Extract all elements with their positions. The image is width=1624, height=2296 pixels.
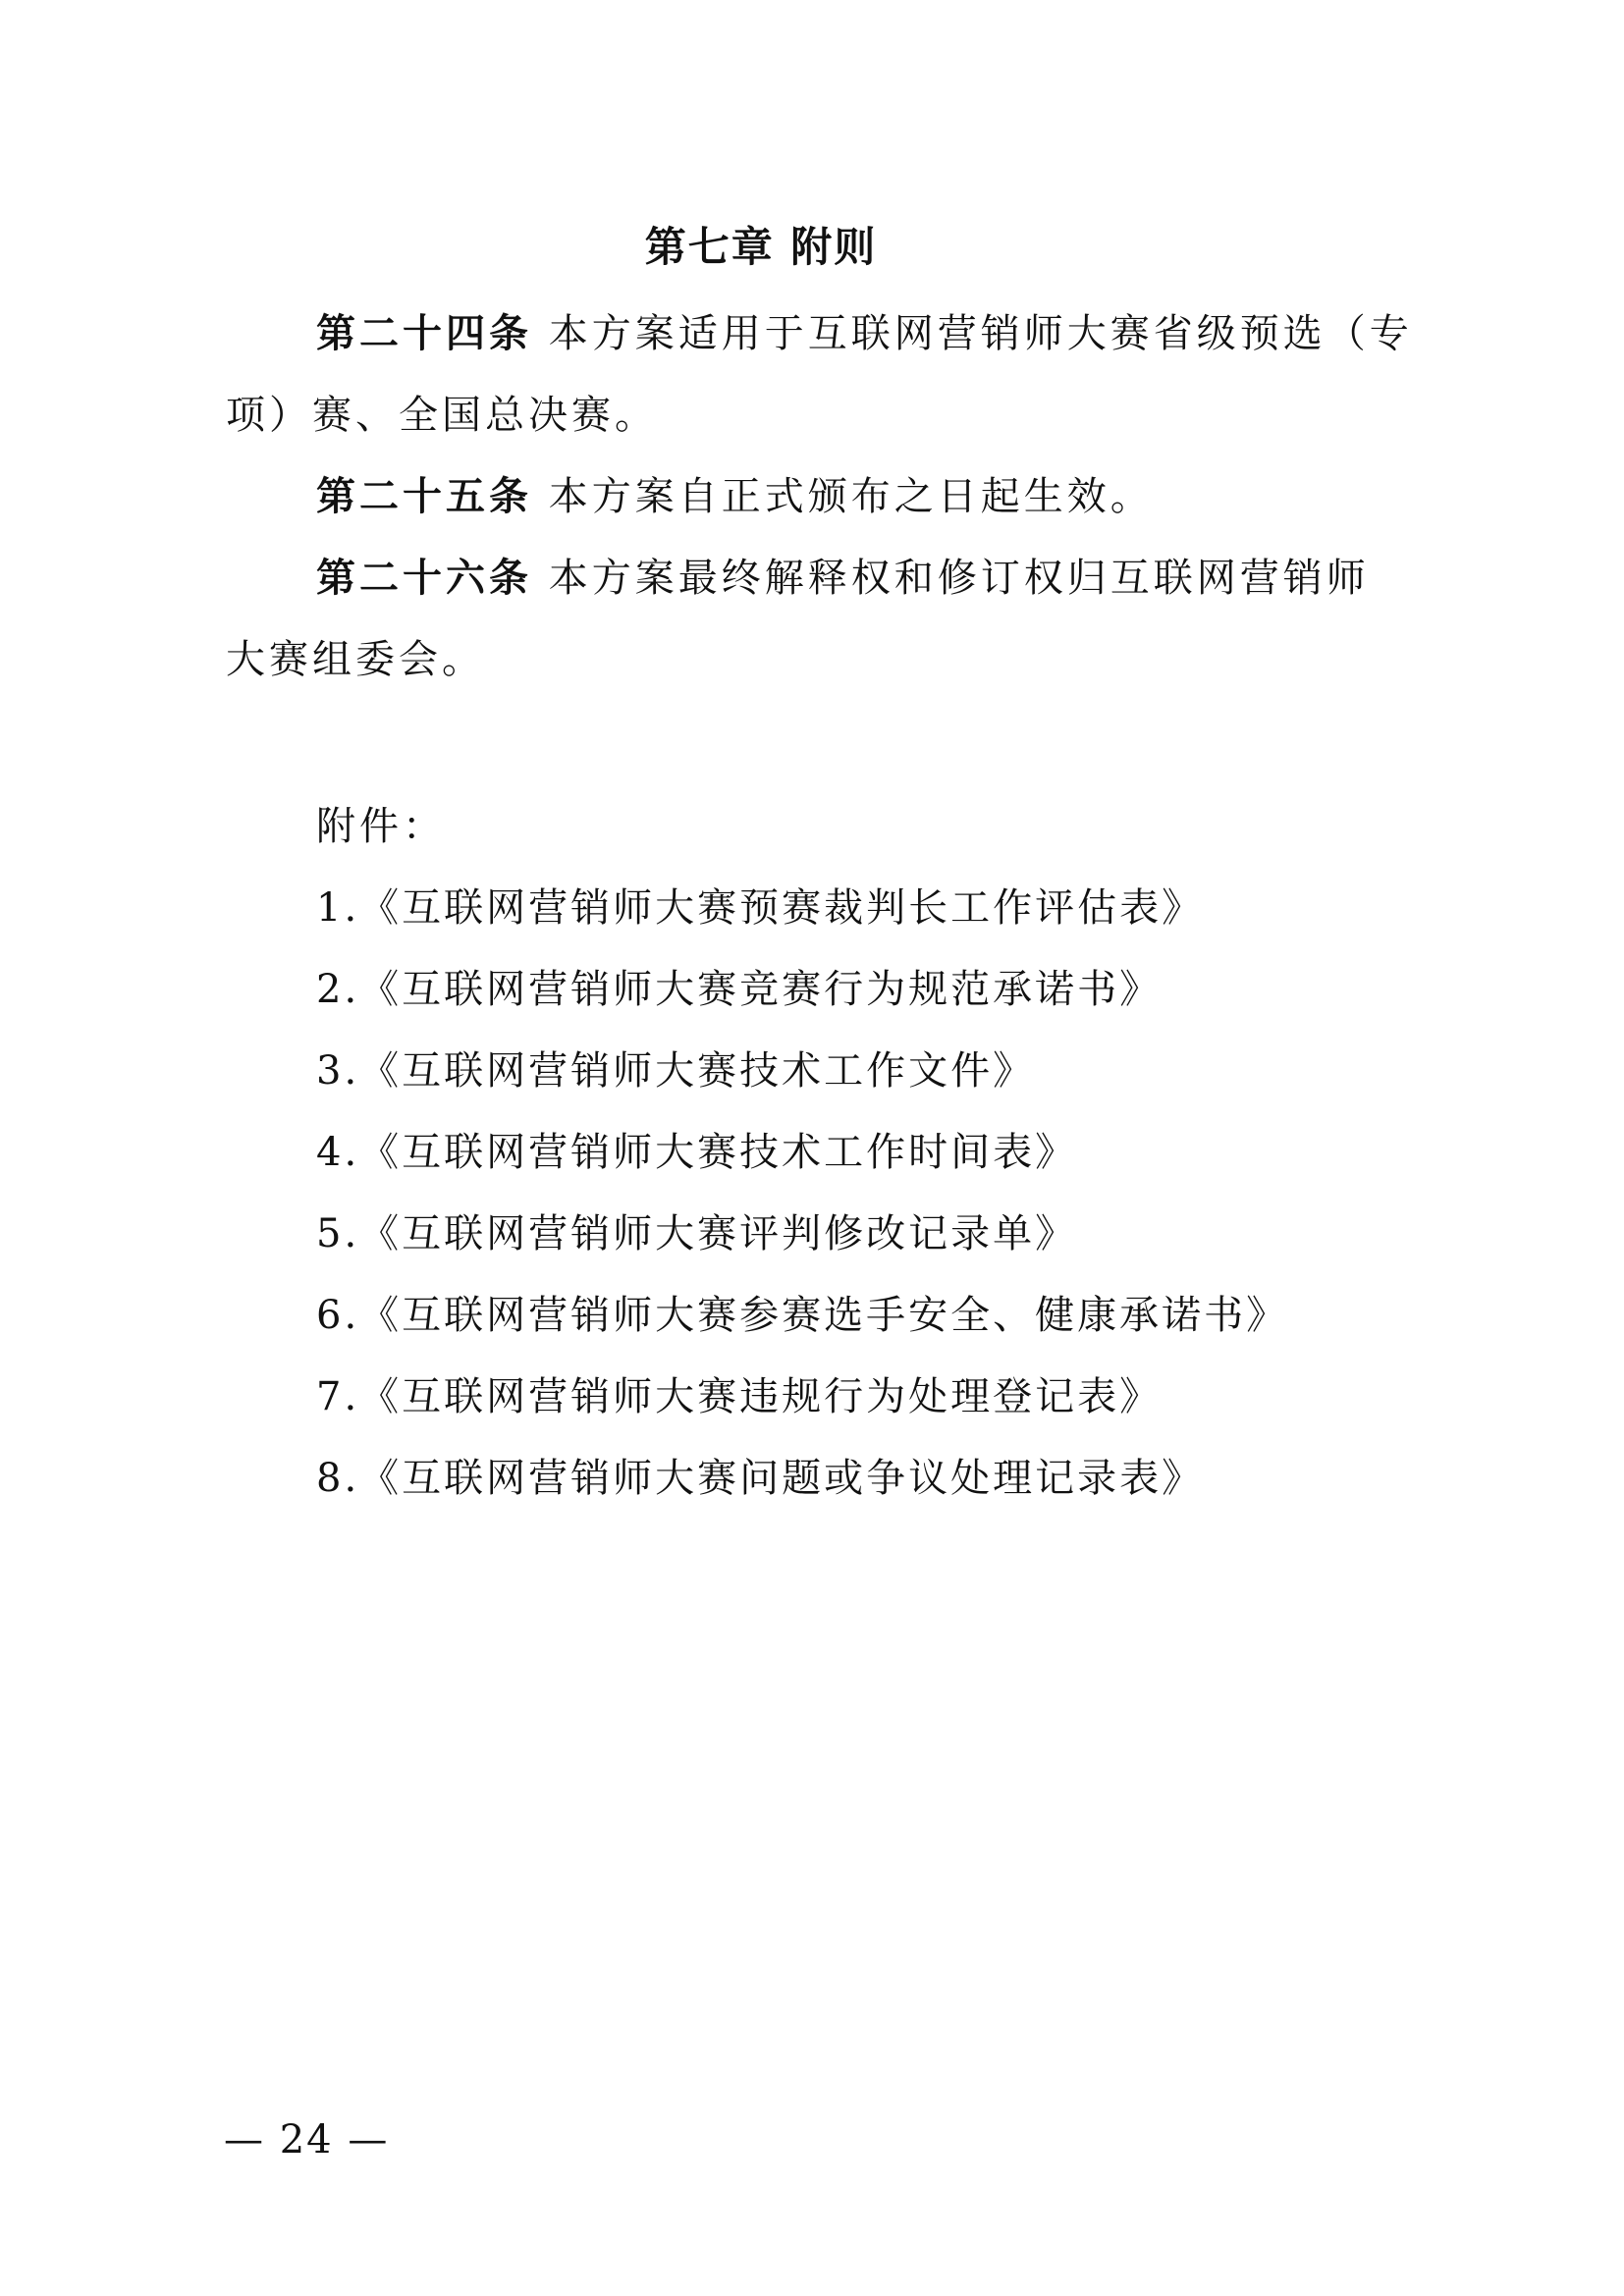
article-24-continuation: 项）赛、全国总决赛。 <box>226 393 658 438</box>
attachment-item: 3.《互联网营销师大赛技术工作文件》 <box>316 1048 1036 1094</box>
attachments-label: 附件： <box>316 804 446 849</box>
attachment-item: 5.《互联网营销师大赛评判修改记录单》 <box>316 1211 1078 1256</box>
attachment-item: 8.《互联网营销师大赛问题或争议处理记录表》 <box>316 1456 1205 1501</box>
article-24 <box>316 304 1416 363</box>
attachments-list <box>316 879 1288 1530</box>
article-25 <box>316 467 1416 526</box>
article-26 <box>316 549 1416 608</box>
article-text: 本方案自正式颁布之日起生效。 <box>548 474 1154 519</box>
article-number: 第二十五条 <box>316 473 532 519</box>
article-text: 本方案最终解释权和修订权归互联网营销师 <box>548 556 1370 601</box>
chapter-title: 第七章 附则 <box>644 223 878 271</box>
attachment-item: 7.《互联网营销师大赛违规行为处理登记表》 <box>316 1374 1163 1419</box>
attachment-item: 4.《互联网营销师大赛技术工作时间表》 <box>316 1130 1078 1175</box>
attachment-item: 2.《互联网营销师大赛竞赛行为规范承诺书》 <box>316 967 1163 1012</box>
article-number: 第二十六条 <box>316 555 532 601</box>
article-26-continuation: 大赛组委会。 <box>226 637 485 682</box>
attachment-item: 1.《互联网营销师大赛预赛裁判长工作评估表》 <box>316 885 1205 931</box>
article-text: 本方案适用于互联网营销师大赛省级预选（专 <box>548 311 1413 356</box>
article-number: 第二十四条 <box>316 310 532 356</box>
attachment-item: 6.《互联网营销师大赛参赛选手安全、健康承诺书》 <box>316 1293 1289 1338</box>
page-number: — 24 — <box>224 2117 390 2163</box>
